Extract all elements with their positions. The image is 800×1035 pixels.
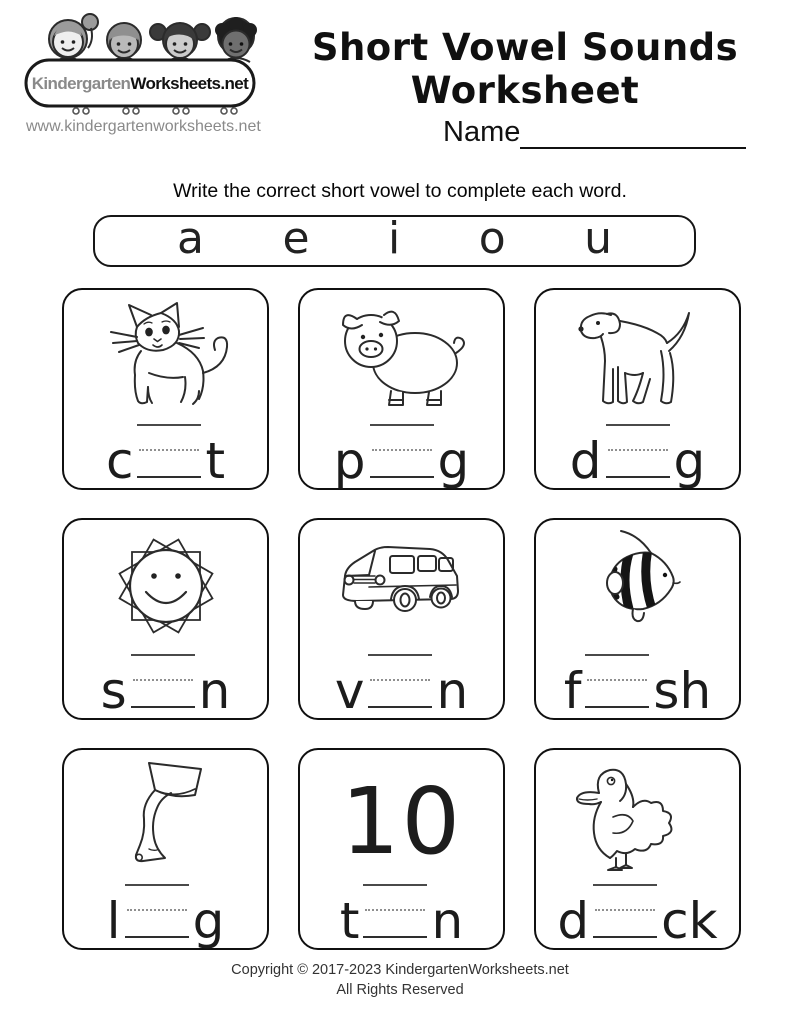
- ten-illustration: [300, 754, 503, 882]
- word-prefix: d: [569, 432, 602, 490]
- word-prefix: t: [339, 892, 360, 950]
- vowel-u: u: [584, 212, 612, 264]
- word-card-leg: [62, 748, 269, 950]
- vowel-blank[interactable]: [370, 424, 434, 478]
- word-suffix: g: [437, 432, 470, 490]
- name-field: [443, 116, 746, 149]
- word-suffix: sh: [653, 662, 712, 720]
- word-card-cat: [62, 288, 269, 490]
- word-prefix: s: [100, 662, 127, 720]
- sun-illustration: [64, 524, 267, 652]
- cat-illustration: [64, 294, 267, 422]
- word-card-fish: [534, 518, 741, 720]
- word-pig: [300, 424, 503, 490]
- word-suffix: g: [192, 892, 225, 950]
- pig-illustration: [300, 294, 503, 422]
- name-label: Name: [443, 116, 521, 148]
- word-duck: [536, 884, 739, 950]
- leg-illustration: [64, 754, 267, 882]
- duck-illustration: [536, 754, 739, 882]
- word-prefix: p: [333, 432, 366, 490]
- word-prefix: d: [557, 892, 590, 950]
- vowel-e: e: [282, 212, 310, 264]
- word-suffix: n: [436, 662, 469, 720]
- copyright-line: Copyright © 2017-2023 KindergartenWorksheets.net: [231, 962, 569, 978]
- vowel-blank[interactable]: [363, 884, 427, 938]
- word-ten: [300, 884, 503, 950]
- fish-illustration: [536, 524, 739, 652]
- vowel-blank[interactable]: [131, 654, 195, 708]
- word-van: [300, 654, 503, 720]
- word-leg: [64, 884, 267, 950]
- word-card-pig: [298, 288, 505, 490]
- word-prefix: f: [563, 662, 582, 720]
- logo-brand-text: [26, 62, 254, 106]
- word-sun: [64, 654, 267, 720]
- word-card-duck: [534, 748, 741, 950]
- vowel-blank[interactable]: [593, 884, 657, 938]
- vowel-bank: [93, 212, 696, 267]
- van-illustration: [300, 524, 503, 652]
- word-dog: [536, 424, 739, 490]
- number-ten-text: 10: [340, 768, 463, 875]
- word-fish: [536, 654, 739, 720]
- name-blank-line[interactable]: [520, 117, 746, 149]
- word-suffix: t: [205, 432, 226, 490]
- word-suffix: n: [431, 892, 464, 950]
- word-card-dog: [534, 288, 741, 490]
- word-prefix: v: [334, 662, 365, 720]
- word-cat: [64, 424, 267, 490]
- vowel-blank[interactable]: [585, 654, 649, 708]
- word-suffix: g: [673, 432, 706, 490]
- instruction-text: Write the correct short vowel to complete each word.: [173, 180, 627, 202]
- vowel-i: i: [387, 212, 401, 264]
- dog-illustration: [536, 294, 739, 422]
- logo-brand-gray: Kindergarten: [31, 74, 131, 93]
- rights-line: All Rights Reserved: [336, 981, 464, 998]
- vowel-blank[interactable]: [125, 884, 189, 938]
- vowel-o: o: [478, 212, 506, 264]
- footer: [0, 961, 800, 1000]
- word-prefix: c: [105, 432, 134, 490]
- vowel-blank[interactable]: [137, 424, 201, 478]
- page-title: Short Vowel Sounds Worksheet: [311, 26, 739, 112]
- word-card-sun: [62, 518, 269, 720]
- word-suffix: n: [198, 662, 231, 720]
- word-suffix: ck: [661, 892, 718, 950]
- site-url: www.kindergartenworksheets.net: [26, 118, 261, 135]
- vowel-blank[interactable]: [368, 654, 432, 708]
- word-card-van: [298, 518, 505, 720]
- logo-brand-black: Worksheets.net: [130, 74, 249, 93]
- word-prefix: l: [106, 892, 121, 950]
- word-card-ten: [298, 748, 505, 950]
- worksheet-grid: [62, 288, 741, 950]
- vowel-a: a: [177, 212, 204, 264]
- vowel-blank[interactable]: [606, 424, 670, 478]
- logo: [18, 6, 258, 124]
